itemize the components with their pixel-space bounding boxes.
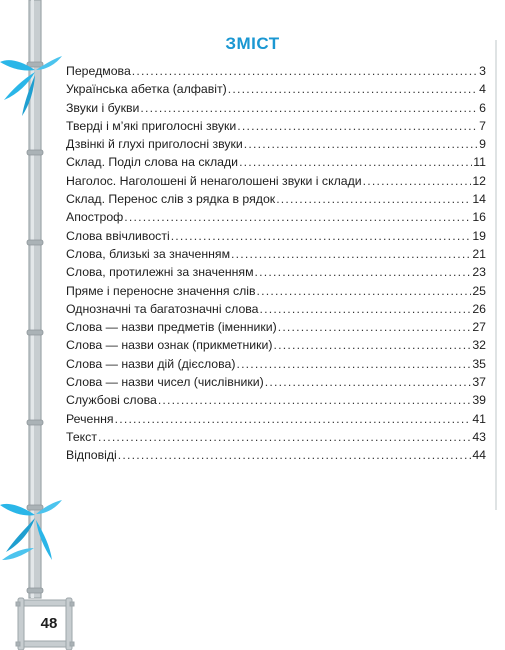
toc-entry: [66, 155, 486, 173]
toc-entry-page: 25: [472, 283, 486, 298]
toc-dot-leader: [278, 320, 472, 334]
toc-entry-label: Слова — назви предметів (іменники): [66, 320, 277, 335]
toc-entry: [66, 357, 486, 375]
toc-entry: [66, 448, 486, 466]
toc-dot-leader: [132, 64, 478, 78]
toc-entry-page: 41: [472, 411, 486, 426]
toc-dot-leader: [231, 247, 471, 261]
toc-dot-leader: [273, 338, 471, 352]
toc-entry: [66, 320, 486, 338]
toc-entry-page: 7: [479, 118, 486, 133]
toc-entry-label: Пряме і переносне значення слів: [66, 283, 256, 298]
toc-dot-leader: [124, 210, 471, 224]
toc-entry-label: Передмова: [66, 64, 131, 78]
toc-entry-label: Однозначні та багатозначні слова: [66, 301, 259, 316]
toc-dot-leader: [236, 357, 471, 371]
toc-entry: [66, 119, 486, 137]
toc-entry-page: 16: [472, 210, 486, 225]
toc-entry-label: Речення: [66, 411, 114, 426]
toc-entry: [66, 412, 486, 430]
toc-entry-label: Слова — назви ознак (прикметники): [66, 338, 273, 353]
toc-dot-leader: [257, 284, 472, 298]
toc-entry-label: Службові слова: [66, 393, 157, 408]
toc-entry: [66, 137, 486, 155]
toc-dot-leader: [244, 137, 478, 151]
toc-entry: [66, 210, 486, 228]
toc-entry-page: 44: [472, 448, 486, 463]
toc-entry: [66, 82, 486, 100]
toc-entry-label: Відповіді: [66, 448, 117, 463]
toc-entry-page: 43: [472, 429, 486, 444]
toc-entry-page: 3: [479, 64, 486, 78]
toc-entry-label: Апостроф: [66, 210, 124, 225]
toc-entry-label: Українська абетка (алфавіт): [66, 82, 227, 97]
toc-entry: [66, 284, 486, 302]
toc-entry-label: Звуки і букви: [66, 100, 140, 115]
toc-dot-leader: [237, 119, 478, 133]
toc-entry-page: 32: [472, 338, 486, 353]
toc-dot-leader: [228, 82, 478, 96]
toc-entry: [66, 375, 486, 393]
toc-entry-label: Склад. Поділ слова на склади: [66, 155, 239, 170]
toc-dot-leader: [171, 229, 472, 243]
table-of-contents: [66, 64, 486, 467]
toc-dot-leader: [98, 430, 471, 444]
toc-entry: [66, 393, 486, 411]
toc-entry-page: 21: [472, 246, 486, 261]
toc-entry-page: 4: [479, 82, 486, 97]
toc-entry: [66, 302, 486, 320]
toc-entry: [66, 192, 486, 210]
toc-dot-leader: [260, 302, 472, 316]
toc-entry-label: Текст: [66, 429, 97, 444]
toc-entry: [66, 265, 486, 283]
toc-dot-leader: [140, 101, 478, 115]
toc-entry-label: Слова ввічливості: [66, 228, 170, 243]
toc-entry-label: Слова, протилежні за значенням: [66, 265, 254, 280]
toc-entry: [66, 247, 486, 265]
page-title: ЗМІСТ: [225, 34, 280, 53]
toc-entry-page: 27: [472, 320, 486, 335]
toc-entry: [66, 430, 486, 448]
toc-entry-page: 6: [479, 100, 486, 115]
toc-dot-leader: [118, 448, 472, 462]
toc-entry-page: 39: [472, 393, 486, 408]
toc-entry-label: Дзвінкі й глухі приголосні звуки: [66, 137, 243, 152]
toc-entry-page: 19: [472, 228, 486, 243]
toc-entry-label: Наголос. Наголошені й ненаголошені звуки і склади: [66, 173, 362, 188]
toc-entry-page: 14: [472, 192, 486, 207]
page-number: 48: [40, 615, 58, 632]
toc-dot-leader: [239, 155, 472, 169]
toc-entry-page: 11: [473, 155, 486, 170]
toc-dot-leader: [255, 265, 472, 279]
toc-entry-label: Слова — назви чисел (числівники): [66, 375, 264, 390]
toc-entry-page: 35: [472, 356, 486, 371]
toc-dot-leader: [363, 174, 472, 188]
toc-entry-label: Склад. Перенос слів з рядка в рядок: [66, 192, 276, 207]
toc-dot-leader: [115, 412, 472, 426]
toc-dot-leader: [158, 393, 472, 407]
toc-entry: [66, 174, 486, 192]
toc-entry: [66, 338, 486, 356]
toc-entry-page: 26: [472, 301, 486, 316]
toc-entry-page: 12: [472, 173, 486, 188]
toc-entry: [66, 64, 486, 82]
toc-entry-label: Тверді і м’які приголосні звуки: [66, 118, 237, 133]
toc-entry-page: 37: [472, 375, 486, 390]
toc-dot-leader: [276, 192, 471, 206]
toc-entry-page: 23: [472, 265, 486, 280]
toc-entry-label: Слова — назви дій (дієслова): [66, 356, 236, 371]
toc-entry-label: Слова, близькі за значенням: [66, 246, 231, 261]
toc-entry: [66, 229, 486, 247]
toc-entry: [66, 101, 486, 119]
toc-entry-page: 9: [479, 137, 486, 152]
toc-dot-leader: [265, 375, 472, 389]
